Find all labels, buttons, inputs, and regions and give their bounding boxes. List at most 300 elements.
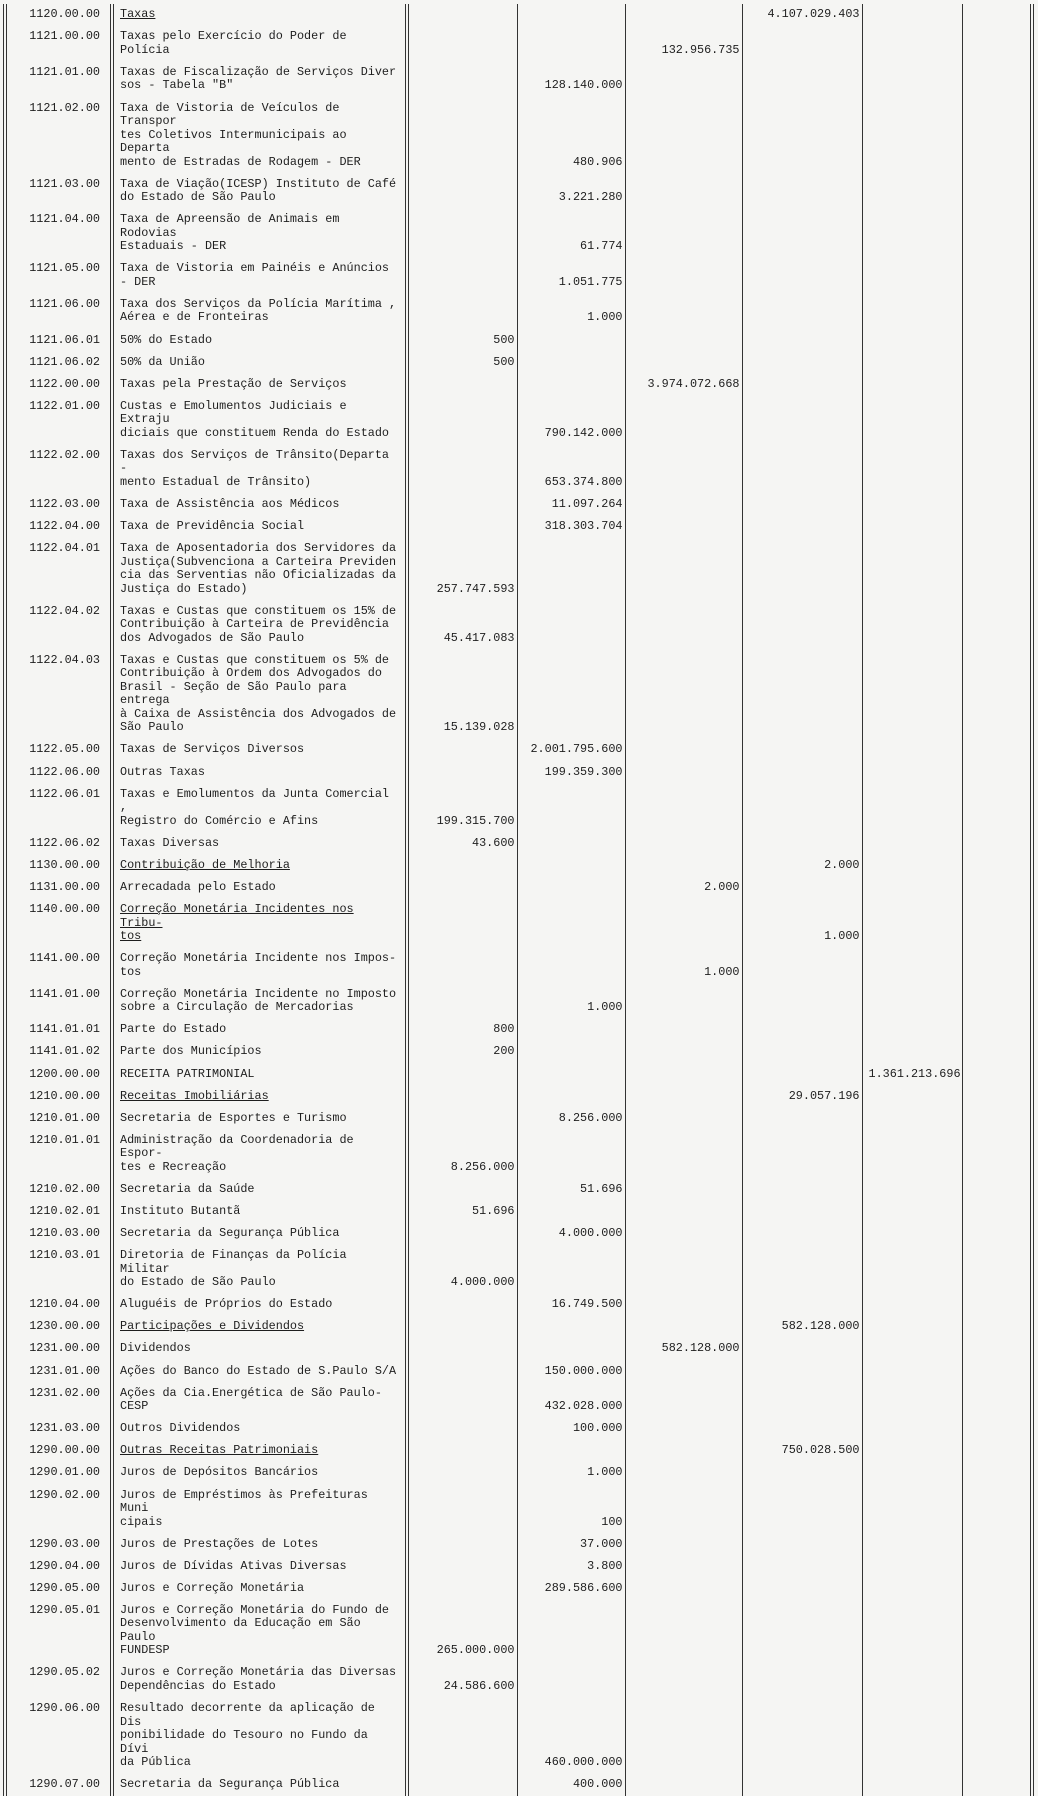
account-code: 1290.05.02 bbox=[5, 1662, 112, 1698]
account-code: 1121.03.00 bbox=[5, 173, 112, 209]
amount-cell-col-3 bbox=[625, 783, 742, 832]
table-row bbox=[5, 26, 1032, 62]
table-row bbox=[5, 396, 1032, 445]
amount-cell-col-4 bbox=[742, 877, 862, 899]
amount-cell-col-3 bbox=[625, 4, 742, 26]
amount-cell-col-1 bbox=[407, 1440, 517, 1462]
amount-cell-col-3 bbox=[625, 1462, 742, 1484]
amount-cell-col-6 bbox=[962, 1533, 1032, 1555]
account-code: 1121.00.00 bbox=[5, 26, 112, 62]
amount-cell-col-5 bbox=[862, 1316, 962, 1338]
amount-cell-col-6 bbox=[962, 1201, 1032, 1223]
amount-cell-col-1: 200 bbox=[407, 1041, 517, 1063]
amount-cell-col-1 bbox=[407, 948, 517, 984]
account-code: 1290.01.00 bbox=[5, 1462, 112, 1484]
amount-cell-col-6 bbox=[962, 258, 1032, 294]
amount-cell-col-6 bbox=[962, 1462, 1032, 1484]
amount-cell-col-5 bbox=[862, 832, 962, 854]
amount-cell-col-2 bbox=[517, 1201, 625, 1223]
account-code: 1200.00.00 bbox=[5, 1063, 112, 1085]
amount-cell-col-6 bbox=[962, 1662, 1032, 1698]
table-row bbox=[5, 294, 1032, 330]
amount-cell-col-3 bbox=[625, 1179, 742, 1201]
amount-cell-col-1 bbox=[407, 1360, 517, 1382]
account-code: 1210.02.01 bbox=[5, 1201, 112, 1223]
amount-cell-col-2: 16.749.500 bbox=[517, 1294, 625, 1316]
amount-cell-col-3: 2.000 bbox=[625, 877, 742, 899]
amount-cell-col-1 bbox=[407, 4, 517, 26]
description-text: Contribuição de Melhoria bbox=[120, 857, 290, 872]
amount-cell-col-5 bbox=[862, 1440, 962, 1462]
amount-cell-col-1: 43.600 bbox=[407, 832, 517, 854]
account-description bbox=[112, 1223, 407, 1245]
amount-cell-col-1 bbox=[407, 1063, 517, 1085]
amount-cell-col-5 bbox=[862, 1338, 962, 1360]
account-code: 1141.01.01 bbox=[5, 1019, 112, 1041]
amount-cell-col-2: 1.051.775 bbox=[517, 258, 625, 294]
amount-cell-col-3 bbox=[625, 1555, 742, 1577]
amount-cell-col-1 bbox=[407, 1382, 517, 1418]
amount-cell-col-6 bbox=[962, 1179, 1032, 1201]
description-text: Taxas e Custas que constituem os 5% de Contribuição à Ordem dos Advogados do Brasil - Seção de São Paulo para entrega à Caixa de Assistência dos Advogados de São Paulo bbox=[120, 652, 397, 735]
account-code: 1122.04.00 bbox=[5, 516, 112, 538]
amount-cell-col-3 bbox=[625, 983, 742, 1019]
amount-cell-col-6 bbox=[962, 948, 1032, 984]
table-row bbox=[5, 351, 1032, 373]
description-text: 50% do Estado bbox=[120, 332, 213, 347]
amount-cell-col-2: 289.586.600 bbox=[517, 1578, 625, 1600]
amount-cell-col-1 bbox=[407, 855, 517, 877]
amount-cell-col-4 bbox=[742, 1600, 862, 1663]
table-row bbox=[5, 832, 1032, 854]
account-description bbox=[112, 494, 407, 516]
amount-cell-col-1: 51.696 bbox=[407, 1201, 517, 1223]
amount-cell-col-4 bbox=[742, 1063, 862, 1085]
amount-cell-col-6 bbox=[962, 373, 1032, 395]
amount-cell-col-4 bbox=[742, 1201, 862, 1223]
amount-cell-col-5 bbox=[862, 739, 962, 761]
table-row bbox=[5, 516, 1032, 538]
amount-cell-col-2: 128.140.000 bbox=[517, 62, 625, 98]
account-description bbox=[112, 516, 407, 538]
account-description bbox=[112, 1578, 407, 1600]
account-description bbox=[112, 877, 407, 899]
amount-cell-col-3 bbox=[625, 1440, 742, 1462]
table-row bbox=[5, 1440, 1032, 1462]
account-description bbox=[112, 538, 407, 601]
amount-cell-col-1 bbox=[407, 396, 517, 445]
description-text: Juros de Dívidas Ativas Diversas bbox=[120, 1558, 347, 1573]
table-row bbox=[5, 739, 1032, 761]
amount-cell-col-5 bbox=[862, 761, 962, 783]
amount-cell-col-2 bbox=[517, 538, 625, 601]
amount-cell-col-1 bbox=[407, 516, 517, 538]
table-row bbox=[5, 1085, 1032, 1107]
amount-cell-col-5 bbox=[862, 948, 962, 984]
amount-cell-col-1 bbox=[407, 294, 517, 330]
account-code: 1290.07.00 bbox=[5, 1774, 112, 1796]
account-code: 1130.00.00 bbox=[5, 855, 112, 877]
amount-cell-col-2 bbox=[517, 783, 625, 832]
account-description bbox=[112, 445, 407, 494]
amount-cell-col-6 bbox=[962, 1107, 1032, 1129]
table-row bbox=[5, 1130, 1032, 1179]
amount-cell-col-6 bbox=[962, 494, 1032, 516]
amount-cell-col-1 bbox=[407, 62, 517, 98]
amount-cell-col-4 bbox=[742, 538, 862, 601]
account-description bbox=[112, 1338, 407, 1360]
amount-cell-col-6 bbox=[962, 1063, 1032, 1085]
amount-cell-col-1 bbox=[407, 494, 517, 516]
description-text: Taxas dos Serviços de Trânsito(Departa - mento Estadual de Trânsito) bbox=[120, 447, 390, 489]
table-row bbox=[5, 1555, 1032, 1577]
account-code: 1122.03.00 bbox=[5, 494, 112, 516]
amount-cell-col-5 bbox=[862, 1294, 962, 1316]
amount-cell-col-5 bbox=[862, 1774, 962, 1796]
amount-cell-col-5 bbox=[862, 445, 962, 494]
amount-cell-col-1 bbox=[407, 1338, 517, 1360]
amount-cell-col-2: 61.774 bbox=[517, 209, 625, 258]
amount-cell-col-6 bbox=[962, 209, 1032, 258]
amount-cell-col-1 bbox=[407, 1223, 517, 1245]
amount-cell-col-3 bbox=[625, 1360, 742, 1382]
amount-cell-col-2: 37.000 bbox=[517, 1533, 625, 1555]
amount-cell-col-5 bbox=[862, 1179, 962, 1201]
description-text: Diretoria de Finanças da Polícia Militar do Estado de São Paulo bbox=[120, 1248, 347, 1290]
description-text: Taxas Diversas bbox=[120, 835, 220, 850]
amount-cell-col-5 bbox=[862, 209, 962, 258]
account-code: 1210.01.00 bbox=[5, 1107, 112, 1129]
amount-cell-col-6 bbox=[962, 1085, 1032, 1107]
account-description bbox=[112, 1019, 407, 1041]
amount-cell-col-5 bbox=[862, 1223, 962, 1245]
account-description bbox=[112, 1774, 407, 1796]
table-row bbox=[5, 1774, 1032, 1796]
table-row bbox=[5, 258, 1032, 294]
amount-cell-col-4 bbox=[742, 516, 862, 538]
amount-cell-col-3: 3.974.072.668 bbox=[625, 373, 742, 395]
amount-cell-col-6 bbox=[962, 445, 1032, 494]
amount-cell-col-2 bbox=[517, 1338, 625, 1360]
amount-cell-col-2: 653.374.800 bbox=[517, 445, 625, 494]
account-description bbox=[112, 1418, 407, 1440]
amount-cell-col-4 bbox=[742, 1484, 862, 1533]
amount-cell-col-4 bbox=[742, 494, 862, 516]
amount-cell-col-3 bbox=[625, 97, 742, 173]
amount-cell-col-4 bbox=[742, 832, 862, 854]
account-code: 1210.02.00 bbox=[5, 1179, 112, 1201]
amount-cell-col-2 bbox=[517, 4, 625, 26]
amount-cell-col-4 bbox=[742, 1578, 862, 1600]
account-code: 1141.01.02 bbox=[5, 1041, 112, 1063]
account-code: 1122.06.01 bbox=[5, 783, 112, 832]
amount-cell-col-1 bbox=[407, 739, 517, 761]
description-text: Ações da Cia.Energética de São Paulo-CESP bbox=[120, 1385, 382, 1414]
account-code: 1210.00.00 bbox=[5, 1085, 112, 1107]
table-row bbox=[5, 538, 1032, 601]
table-row bbox=[5, 983, 1032, 1019]
amount-cell-col-2: 11.097.264 bbox=[517, 494, 625, 516]
amount-cell-col-6 bbox=[962, 1019, 1032, 1041]
description-text: Taxas bbox=[120, 7, 156, 22]
amount-cell-col-6 bbox=[962, 855, 1032, 877]
account-description bbox=[112, 173, 407, 209]
table-row bbox=[5, 1179, 1032, 1201]
account-code: 1231.01.00 bbox=[5, 1360, 112, 1382]
account-description bbox=[112, 329, 407, 351]
amount-cell-col-5 bbox=[862, 396, 962, 445]
amount-cell-col-5 bbox=[862, 983, 962, 1019]
amount-cell-col-3 bbox=[625, 601, 742, 650]
account-code: 1231.02.00 bbox=[5, 1382, 112, 1418]
description-text: Taxas de Serviços Diversos bbox=[120, 742, 305, 757]
account-code: 1290.00.00 bbox=[5, 1440, 112, 1462]
account-description bbox=[112, 373, 407, 395]
description-text: Juros e Correção Monetária do Fundo de Desenvolvimento da Educação em São Paulo FUNDESP bbox=[120, 1602, 390, 1658]
description-text: Participações e Dividendos bbox=[120, 1319, 305, 1334]
amount-cell-col-5 bbox=[862, 1698, 962, 1774]
account-description bbox=[112, 258, 407, 294]
amount-cell-col-6 bbox=[962, 1774, 1032, 1796]
account-code: 1210.04.00 bbox=[5, 1294, 112, 1316]
description-text: Taxas pelo Exercício do Poder de Polícia bbox=[120, 29, 347, 57]
amount-cell-col-1 bbox=[407, 1578, 517, 1600]
amount-cell-col-1 bbox=[407, 761, 517, 783]
account-description bbox=[112, 1360, 407, 1382]
amount-cell-col-6 bbox=[962, 983, 1032, 1019]
description-text: Juros de Depósitos Bancários bbox=[120, 1465, 319, 1480]
table-row bbox=[5, 1316, 1032, 1338]
amount-cell-col-2: 199.359.300 bbox=[517, 761, 625, 783]
account-description bbox=[112, 948, 407, 984]
description-text: Administração da Coordenadoria de Espor- tes e Recreação bbox=[120, 1132, 354, 1174]
amount-cell-col-4 bbox=[742, 1418, 862, 1440]
amount-cell-col-5 bbox=[862, 1130, 962, 1179]
description-text: Ações do Banco do Estado de S.Paulo S/A bbox=[120, 1363, 397, 1378]
description-text: Juros e Correção Monetária bbox=[120, 1580, 305, 1595]
amount-cell-col-4 bbox=[742, 783, 862, 832]
amount-cell-col-1: 500 bbox=[407, 351, 517, 373]
table-row bbox=[5, 4, 1032, 26]
amount-cell-col-2 bbox=[517, 1041, 625, 1063]
account-description bbox=[112, 1201, 407, 1223]
account-description bbox=[112, 1245, 407, 1294]
description-text: Outras Taxas bbox=[120, 764, 205, 779]
table-row bbox=[5, 1418, 1032, 1440]
amount-cell-col-4 bbox=[742, 1360, 862, 1382]
amount-cell-col-2 bbox=[517, 351, 625, 373]
description-text: Correção Monetária Incidente nos Impos- tos bbox=[120, 951, 397, 979]
table-row bbox=[5, 1600, 1032, 1663]
amount-cell-col-6 bbox=[962, 783, 1032, 832]
account-code: 1122.04.02 bbox=[5, 601, 112, 650]
amount-cell-col-3 bbox=[625, 1578, 742, 1600]
amount-cell-col-4 bbox=[742, 1338, 862, 1360]
amount-cell-col-6 bbox=[962, 1294, 1032, 1316]
amount-cell-col-4 bbox=[742, 1462, 862, 1484]
description-text: RECEITA PATRIMONIAL bbox=[120, 1066, 255, 1081]
amount-cell-col-6 bbox=[962, 1418, 1032, 1440]
account-description bbox=[112, 783, 407, 832]
amount-cell-col-5 bbox=[862, 1418, 962, 1440]
amount-cell-col-3 bbox=[625, 1085, 742, 1107]
amount-cell-col-6 bbox=[962, 62, 1032, 98]
amount-cell-col-2: 51.696 bbox=[517, 1179, 625, 1201]
amount-cell-col-3 bbox=[625, 329, 742, 351]
description-text: Instituto Butantã bbox=[120, 1203, 241, 1218]
amount-cell-col-2: 400.000 bbox=[517, 1774, 625, 1796]
amount-cell-col-2: 1.000 bbox=[517, 1462, 625, 1484]
account-code: 1290.05.01 bbox=[5, 1600, 112, 1663]
amount-cell-col-6 bbox=[962, 1600, 1032, 1663]
amount-cell-col-6 bbox=[962, 294, 1032, 330]
amount-cell-col-5 bbox=[862, 294, 962, 330]
amount-cell-col-5 bbox=[862, 373, 962, 395]
account-code: 1290.05.00 bbox=[5, 1578, 112, 1600]
table-row bbox=[5, 877, 1032, 899]
amount-cell-col-4: 582.128.000 bbox=[742, 1316, 862, 1338]
amount-cell-col-4: 29.057.196 bbox=[742, 1085, 862, 1107]
table-row bbox=[5, 1107, 1032, 1129]
amount-cell-col-1: 265.000.000 bbox=[407, 1600, 517, 1663]
amount-cell-col-5 bbox=[862, 1484, 962, 1533]
table-row bbox=[5, 1662, 1032, 1698]
description-text: 50% da União bbox=[120, 354, 205, 369]
amount-cell-col-5 bbox=[862, 4, 962, 26]
account-code: 1122.06.00 bbox=[5, 761, 112, 783]
amount-cell-col-6 bbox=[962, 832, 1032, 854]
account-description bbox=[112, 1085, 407, 1107]
amount-cell-col-5 bbox=[862, 1201, 962, 1223]
amount-cell-col-3 bbox=[625, 1223, 742, 1245]
account-description bbox=[112, 1382, 407, 1418]
account-description bbox=[112, 601, 407, 650]
amount-cell-col-6 bbox=[962, 26, 1032, 62]
account-description bbox=[112, 26, 407, 62]
amount-cell-col-6 bbox=[962, 329, 1032, 351]
amount-cell-col-2: 150.000.000 bbox=[517, 1360, 625, 1382]
amount-cell-col-4 bbox=[742, 1041, 862, 1063]
budget-revenue-table bbox=[3, 4, 1034, 1796]
account-code: 1141.00.00 bbox=[5, 948, 112, 984]
amount-cell-col-3 bbox=[625, 1484, 742, 1533]
amount-cell-col-6 bbox=[962, 1130, 1032, 1179]
amount-cell-col-2 bbox=[517, 899, 625, 948]
amount-cell-col-2 bbox=[517, 1063, 625, 1085]
account-code: 1290.03.00 bbox=[5, 1533, 112, 1555]
account-description bbox=[112, 899, 407, 948]
table-row bbox=[5, 329, 1032, 351]
account-description bbox=[112, 1107, 407, 1129]
amount-cell-col-5 bbox=[862, 1041, 962, 1063]
account-code: 1231.00.00 bbox=[5, 1338, 112, 1360]
table-row bbox=[5, 445, 1032, 494]
amount-cell-col-2: 100.000 bbox=[517, 1418, 625, 1440]
amount-cell-col-5 bbox=[862, 97, 962, 173]
table-row bbox=[5, 1382, 1032, 1418]
amount-cell-col-6 bbox=[962, 1440, 1032, 1462]
amount-cell-col-3 bbox=[625, 761, 742, 783]
amount-cell-col-4 bbox=[742, 62, 862, 98]
amount-cell-col-1 bbox=[407, 258, 517, 294]
amount-cell-col-1 bbox=[407, 877, 517, 899]
amount-cell-col-3 bbox=[625, 855, 742, 877]
account-description bbox=[112, 1600, 407, 1663]
amount-cell-col-5 bbox=[862, 1662, 962, 1698]
amount-cell-col-2 bbox=[517, 1245, 625, 1294]
amount-cell-col-6 bbox=[962, 1382, 1032, 1418]
account-description bbox=[112, 294, 407, 330]
account-code: 1122.06.02 bbox=[5, 832, 112, 854]
amount-cell-col-1 bbox=[407, 1179, 517, 1201]
description-text: Arrecadada pelo Estado bbox=[120, 879, 276, 894]
amount-cell-col-1: 500 bbox=[407, 329, 517, 351]
table-row bbox=[5, 62, 1032, 98]
amount-cell-col-1 bbox=[407, 1294, 517, 1316]
table-row bbox=[5, 899, 1032, 948]
amount-cell-col-1: 15.139.028 bbox=[407, 650, 517, 740]
amount-cell-col-2: 3.221.280 bbox=[517, 173, 625, 209]
amount-cell-col-4: 1.000 bbox=[742, 899, 862, 948]
amount-cell-col-5 bbox=[862, 1360, 962, 1382]
amount-cell-col-3 bbox=[625, 832, 742, 854]
account-description bbox=[112, 739, 407, 761]
amount-cell-col-1 bbox=[407, 26, 517, 62]
amount-cell-col-5 bbox=[862, 1600, 962, 1663]
amount-cell-col-4 bbox=[742, 601, 862, 650]
amount-cell-col-5 bbox=[862, 650, 962, 740]
amount-cell-col-2 bbox=[517, 373, 625, 395]
amount-cell-col-3 bbox=[625, 1041, 742, 1063]
table-row bbox=[5, 1698, 1032, 1774]
amount-cell-col-4 bbox=[742, 1533, 862, 1555]
amount-cell-col-5 bbox=[862, 329, 962, 351]
account-code: 1121.05.00 bbox=[5, 258, 112, 294]
amount-cell-col-1 bbox=[407, 1698, 517, 1774]
table-row bbox=[5, 1019, 1032, 1041]
amount-cell-col-6 bbox=[962, 739, 1032, 761]
description-text: Custas e Emolumentos Judiciais e Extraju diciais que constituem Renda do Estado bbox=[120, 398, 390, 440]
account-code: 1122.01.00 bbox=[5, 396, 112, 445]
amount-cell-col-6 bbox=[962, 1578, 1032, 1600]
table-row bbox=[5, 209, 1032, 258]
amount-cell-col-6 bbox=[962, 601, 1032, 650]
account-description bbox=[112, 1063, 407, 1085]
account-description bbox=[112, 396, 407, 445]
amount-cell-col-3 bbox=[625, 1533, 742, 1555]
amount-cell-col-4 bbox=[742, 396, 862, 445]
table-row bbox=[5, 650, 1032, 740]
account-code: 1290.06.00 bbox=[5, 1698, 112, 1774]
amount-cell-col-3 bbox=[625, 351, 742, 373]
table-row bbox=[5, 1533, 1032, 1555]
amount-cell-col-4 bbox=[742, 445, 862, 494]
amount-cell-col-4 bbox=[742, 294, 862, 330]
amount-cell-col-1 bbox=[407, 1107, 517, 1129]
amount-cell-col-2 bbox=[517, 650, 625, 740]
amount-cell-col-6 bbox=[962, 1316, 1032, 1338]
amount-cell-col-3: 582.128.000 bbox=[625, 1338, 742, 1360]
account-description bbox=[112, 351, 407, 373]
description-text: Taxa de Viação(ICESP) Instituto de Café do Estado de São Paulo bbox=[120, 176, 397, 205]
account-description bbox=[112, 1462, 407, 1484]
amount-cell-col-4 bbox=[742, 948, 862, 984]
amount-cell-col-5 bbox=[862, 783, 962, 832]
amount-cell-col-3 bbox=[625, 62, 742, 98]
amount-cell-col-4 bbox=[742, 97, 862, 173]
amount-cell-col-4 bbox=[742, 1382, 862, 1418]
amount-cell-col-5 bbox=[862, 351, 962, 373]
